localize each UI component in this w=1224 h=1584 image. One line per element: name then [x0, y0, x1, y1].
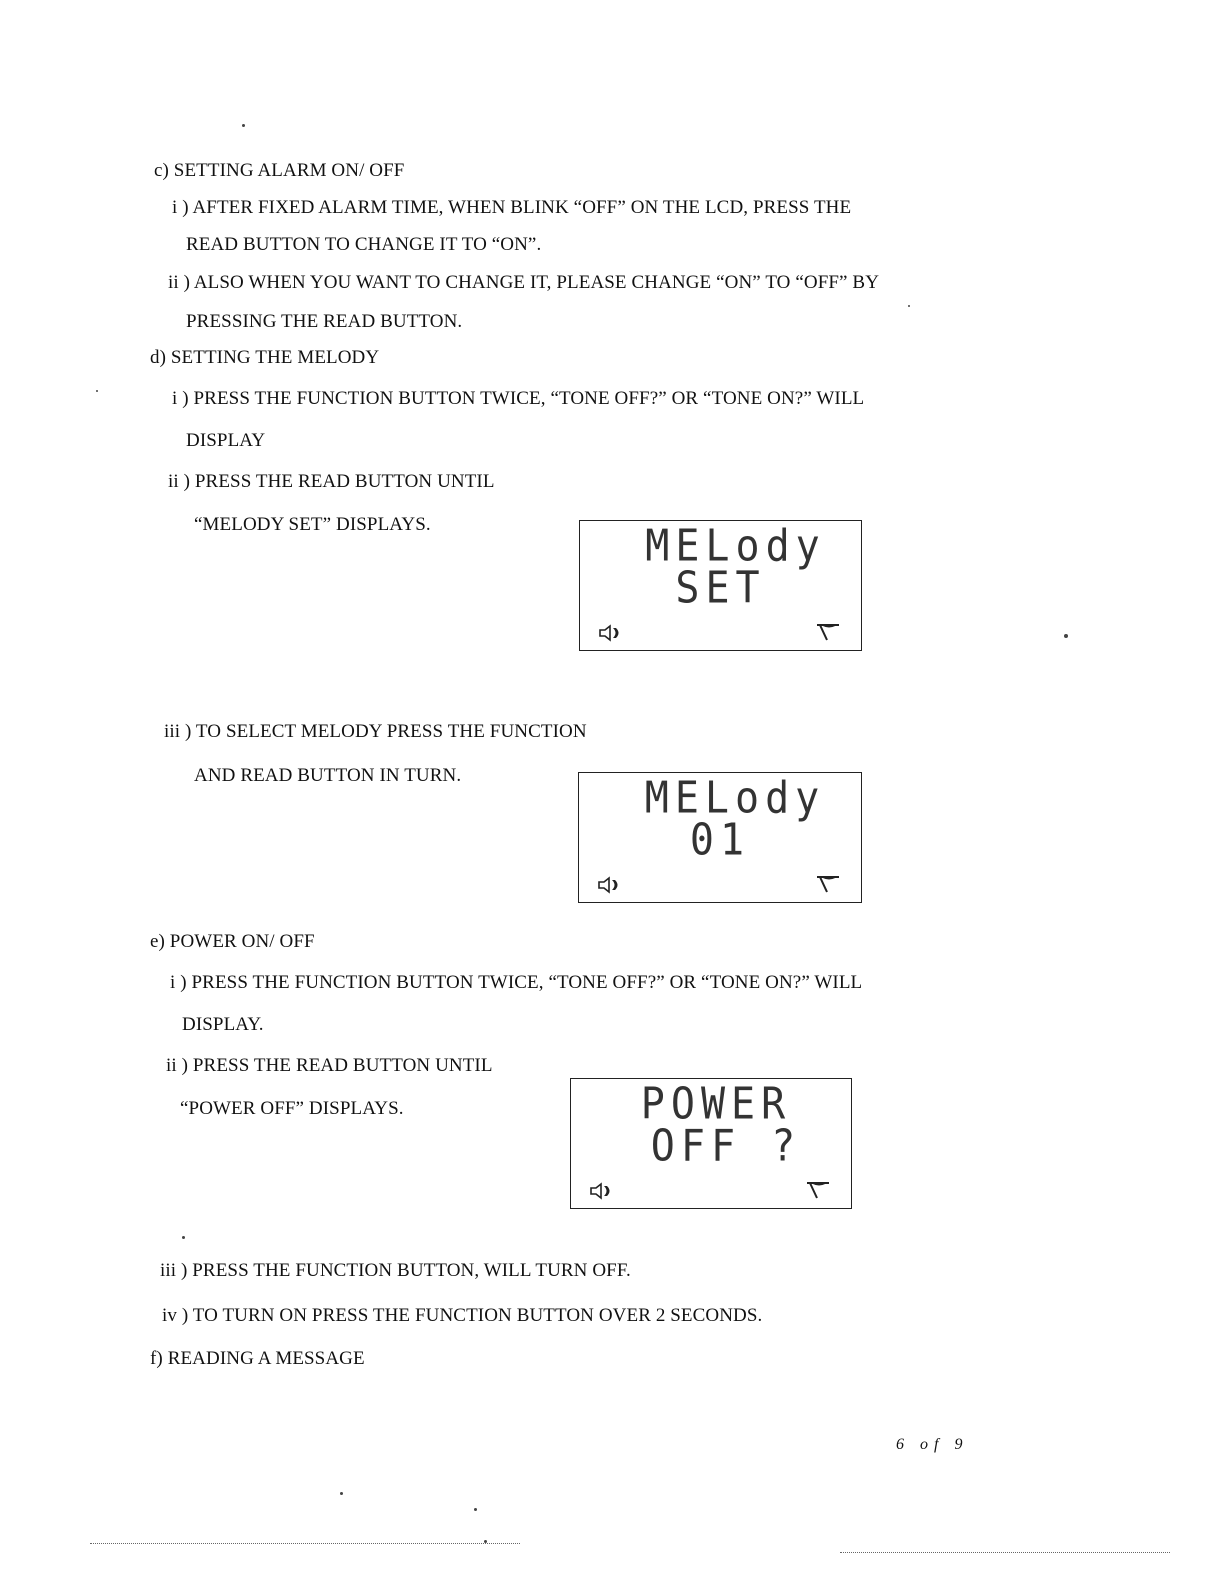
section-c-item-ii-line1: ii ) ALSO WHEN YOU WANT TO CHANGE IT, PLEASE CHANGE “ON” TO “OFF” BY	[168, 272, 880, 293]
section-e-item-i-line2: DISPLAY.	[182, 1014, 264, 1035]
section-c-item-i-line1: i ) AFTER FIXED ALARM TIME, WHEN BLINK “OFF” ON THE LCD, PRESS THE	[172, 197, 852, 218]
section-e-heading: e) POWER ON/ OFF	[150, 931, 315, 952]
lcd-screen-melody-01	[578, 772, 862, 903]
section-c-item-i-line2: READ BUTTON TO CHANGE IT TO “ON”.	[186, 234, 542, 255]
antenna-icon	[815, 622, 841, 642]
section-d-item-iii-line1: iii ) TO SELECT MELODY PRESS THE FUNCTION	[164, 721, 587, 742]
lcd-line-1: POWER	[640, 1078, 792, 1130]
section-d-item-ii-line1: ii ) PRESS THE READ BUTTON UNTIL	[168, 471, 495, 492]
section-e-item-ii-line1: ii ) PRESS THE READ BUTTON UNTIL	[166, 1055, 493, 1076]
lcd-line-2: 01	[689, 814, 751, 866]
lcd-line-1: MELody	[644, 772, 826, 824]
section-e-item-iv: iv ) TO TURN ON PRESS THE FUNCTION BUTTON OVER 2 SECONDS.	[162, 1305, 763, 1326]
section-d-item-iii-line2: AND READ BUTTON IN TURN.	[194, 765, 462, 786]
section-e-item-ii-line2: “POWER OFF” DISPLAYS.	[180, 1098, 404, 1119]
scan-speck	[96, 390, 98, 392]
lcd-screen-melody-set	[579, 520, 862, 651]
section-e-item-i-line1: i ) PRESS THE FUNCTION BUTTON TWICE, “TONE OFF?” OR “TONE ON?” WILL	[170, 972, 863, 993]
scan-speck	[242, 124, 245, 127]
scan-speck	[908, 305, 910, 307]
antenna-icon	[805, 1180, 831, 1200]
speaker-icon	[589, 1182, 615, 1200]
section-d-item-ii-line2: “MELODY SET” DISPLAYS.	[194, 514, 431, 535]
section-d-heading: d) SETTING THE MELODY	[150, 347, 380, 368]
antenna-icon	[815, 874, 841, 894]
scan-edge-noise	[840, 1552, 1170, 1554]
section-f-heading: f) READING A MESSAGE	[150, 1348, 365, 1369]
section-e-item-iii: iii ) PRESS THE FUNCTION BUTTON, WILL TURN OFF.	[160, 1260, 631, 1281]
section-c-heading: c) SETTING ALARM ON/ OFF	[154, 160, 405, 181]
speaker-icon	[597, 876, 623, 894]
section-d-item-i-line1: i ) PRESS THE FUNCTION BUTTON TWICE, “TONE OFF?” OR “TONE ON?” WILL	[172, 388, 865, 409]
scan-speck	[474, 1508, 477, 1511]
page-number: 6 of 9	[896, 1436, 969, 1453]
section-c-item-ii-line2: PRESSING THE READ BUTTON.	[186, 311, 463, 332]
lcd-line-1: MELody	[645, 520, 826, 572]
lcd-line-2: SET	[675, 562, 766, 614]
lcd-screen-power-off	[570, 1078, 852, 1209]
scan-speck	[182, 1236, 185, 1239]
speaker-icon	[598, 624, 624, 642]
lcd-line-2: OFF ?	[650, 1120, 802, 1172]
scan-edge-noise	[90, 1543, 520, 1545]
scan-speck	[340, 1492, 343, 1495]
scan-speck	[1064, 634, 1068, 638]
section-d-item-i-line2: DISPLAY	[186, 430, 266, 451]
